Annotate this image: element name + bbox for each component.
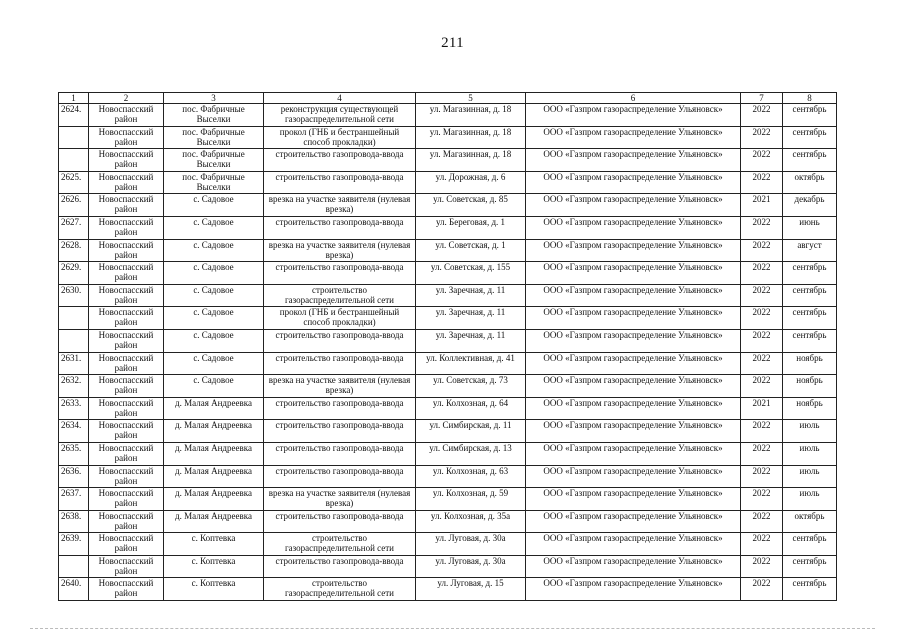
district-cell: Новоспасский район bbox=[89, 465, 164, 488]
year-cell: 2022 bbox=[741, 578, 783, 601]
address-cell: ул. Заречная, д. 11 bbox=[416, 329, 526, 352]
year-cell: 2022 bbox=[741, 555, 783, 578]
month-cell: сентябрь bbox=[783, 126, 837, 149]
year-cell: 2022 bbox=[741, 149, 783, 172]
organization-cell: ООО «Газпром газораспределение Ульяновск» bbox=[526, 104, 741, 127]
month-cell: сентябрь bbox=[783, 578, 837, 601]
locality-cell: с. Садовое bbox=[164, 352, 264, 375]
organization-cell: ООО «Газпром газораспределение Ульяновск» bbox=[526, 149, 741, 172]
row-number-cell: 2631. bbox=[59, 352, 89, 375]
month-cell: ноябрь bbox=[783, 352, 837, 375]
work-type-cell: врезка на участке заявителя (нулевая врезка) bbox=[264, 375, 416, 398]
table-row bbox=[59, 194, 837, 217]
address-cell: ул. Симбирская, д. 13 bbox=[416, 442, 526, 465]
locality-cell: пос. Фабричные Выселки bbox=[164, 104, 264, 127]
table-row bbox=[59, 533, 837, 556]
district-cell: Новоспасский район bbox=[89, 126, 164, 149]
work-type-cell: строительство газопровода-ввода bbox=[264, 352, 416, 375]
district-cell: Новоспасский район bbox=[89, 375, 164, 398]
organization-cell: ООО «Газпром газораспределение Ульяновск» bbox=[526, 329, 741, 352]
table-row bbox=[59, 149, 837, 172]
work-type-cell: строительство газопровода-ввода bbox=[264, 397, 416, 420]
district-cell: Новоспасский район bbox=[89, 239, 164, 262]
year-cell: 2022 bbox=[741, 488, 783, 511]
column-header: 8 bbox=[783, 93, 837, 104]
district-cell: Новоспасский район bbox=[89, 284, 164, 307]
district-cell: Новоспасский район bbox=[89, 442, 164, 465]
year-cell: 2022 bbox=[741, 216, 783, 239]
row-number-cell: 2632. bbox=[59, 375, 89, 398]
row-number-cell: 2635. bbox=[59, 442, 89, 465]
table-row bbox=[59, 284, 837, 307]
year-cell: 2021 bbox=[741, 194, 783, 217]
year-cell: 2022 bbox=[741, 375, 783, 398]
row-number-cell: 2630. bbox=[59, 284, 89, 307]
address-cell: ул. Магазинная, д. 18 bbox=[416, 126, 526, 149]
locality-cell: д. Малая Андреевка bbox=[164, 488, 264, 511]
month-cell: ноябрь bbox=[783, 397, 837, 420]
table-row bbox=[59, 239, 837, 262]
table-row bbox=[59, 397, 837, 420]
page-number: 211 bbox=[441, 35, 464, 51]
row-number-cell bbox=[59, 555, 89, 578]
district-cell: Новоспасский район bbox=[89, 555, 164, 578]
column-header: 4 bbox=[264, 93, 416, 104]
address-cell: ул. Луговая, д. 30а bbox=[416, 533, 526, 556]
year-cell: 2021 bbox=[741, 397, 783, 420]
month-cell: сентябрь bbox=[783, 533, 837, 556]
organization-cell: ООО «Газпром газораспределение Ульяновск» bbox=[526, 216, 741, 239]
address-cell: ул. Колхозная, д. 64 bbox=[416, 397, 526, 420]
table-row bbox=[59, 578, 837, 601]
locality-cell: с. Садовое bbox=[164, 239, 264, 262]
document-table-wrapper bbox=[58, 92, 836, 601]
year-cell: 2022 bbox=[741, 420, 783, 443]
locality-cell: с. Коптевка bbox=[164, 555, 264, 578]
locality-cell: д. Малая Андреевка bbox=[164, 442, 264, 465]
month-cell: ноябрь bbox=[783, 375, 837, 398]
month-cell: сентябрь bbox=[783, 149, 837, 172]
organization-cell: ООО «Газпром газораспределение Ульяновск» bbox=[526, 262, 741, 285]
row-number-cell: 2624. bbox=[59, 104, 89, 127]
organization-cell: ООО «Газпром газораспределение Ульяновск» bbox=[526, 375, 741, 398]
row-number-cell: 2626. bbox=[59, 194, 89, 217]
address-cell: ул. Магазинная, д. 18 bbox=[416, 149, 526, 172]
table-row bbox=[59, 352, 837, 375]
organization-cell: ООО «Газпром газораспределение Ульяновск» bbox=[526, 194, 741, 217]
row-number-cell bbox=[59, 126, 89, 149]
work-type-cell: прокол (ГНБ и бестраншейный способ прокладки) bbox=[264, 126, 416, 149]
district-cell: Новоспасский район bbox=[89, 149, 164, 172]
row-number-cell bbox=[59, 307, 89, 330]
year-cell: 2022 bbox=[741, 442, 783, 465]
header-row bbox=[59, 93, 837, 104]
row-number-cell bbox=[59, 329, 89, 352]
work-type-cell: строительство газопровода-ввода bbox=[264, 329, 416, 352]
address-cell: ул. Колхозная, д. 35а bbox=[416, 510, 526, 533]
work-type-cell: строительство газопровода-ввода bbox=[264, 442, 416, 465]
organization-cell: ООО «Газпром газораспределение Ульяновск» bbox=[526, 171, 741, 194]
work-type-cell: строительство газораспределительной сети bbox=[264, 533, 416, 556]
work-type-cell: строительство газопровода-ввода bbox=[264, 262, 416, 285]
year-cell: 2022 bbox=[741, 533, 783, 556]
address-cell: ул. Коллективная, д. 41 bbox=[416, 352, 526, 375]
column-header: 6 bbox=[526, 93, 741, 104]
year-cell: 2022 bbox=[741, 104, 783, 127]
organization-cell: ООО «Газпром газораспределение Ульяновск» bbox=[526, 352, 741, 375]
month-cell: июль bbox=[783, 420, 837, 443]
address-cell: ул. Советская, д. 155 bbox=[416, 262, 526, 285]
month-cell: октябрь bbox=[783, 510, 837, 533]
organization-cell: ООО «Газпром газораспределение Ульяновск» bbox=[526, 442, 741, 465]
organization-cell: ООО «Газпром газораспределение Ульяновск» bbox=[526, 307, 741, 330]
row-number-cell: 2636. bbox=[59, 465, 89, 488]
table-row bbox=[59, 104, 837, 127]
locality-cell: с. Коптевка bbox=[164, 578, 264, 601]
work-type-cell: строительство газопровода-ввода bbox=[264, 149, 416, 172]
organization-cell: ООО «Газпром газораспределение Ульяновск» bbox=[526, 239, 741, 262]
column-header: 1 bbox=[59, 93, 89, 104]
table-row bbox=[59, 488, 837, 511]
month-cell: сентябрь bbox=[783, 329, 837, 352]
address-cell: ул. Колхозная, д. 59 bbox=[416, 488, 526, 511]
page-bottom-divider bbox=[30, 628, 875, 629]
locality-cell: с. Садовое bbox=[164, 216, 264, 239]
address-cell: ул. Советская, д. 73 bbox=[416, 375, 526, 398]
column-header: 2 bbox=[89, 93, 164, 104]
locality-cell: с. Коптевка bbox=[164, 533, 264, 556]
table-row bbox=[59, 171, 837, 194]
address-cell: ул. Колхозная, д. 63 bbox=[416, 465, 526, 488]
locality-cell: пос. Фабричные Выселки bbox=[164, 126, 264, 149]
address-cell: ул. Береговая, д. 1 bbox=[416, 216, 526, 239]
year-cell: 2022 bbox=[741, 239, 783, 262]
month-cell: сентябрь bbox=[783, 307, 837, 330]
row-number-cell: 2640. bbox=[59, 578, 89, 601]
year-cell: 2022 bbox=[741, 171, 783, 194]
month-cell: сентябрь bbox=[783, 262, 837, 285]
district-cell: Новоспасский район bbox=[89, 352, 164, 375]
year-cell: 2022 bbox=[741, 510, 783, 533]
district-cell: Новоспасский район bbox=[89, 533, 164, 556]
column-header: 5 bbox=[416, 93, 526, 104]
month-cell: сентябрь bbox=[783, 284, 837, 307]
locality-cell: с. Садовое bbox=[164, 307, 264, 330]
locality-cell: д. Малая Андреевка bbox=[164, 510, 264, 533]
address-cell: ул. Заречная, д. 11 bbox=[416, 284, 526, 307]
district-cell: Новоспасский район bbox=[89, 171, 164, 194]
year-cell: 2022 bbox=[741, 284, 783, 307]
locality-cell: пос. Фабричные Выселки bbox=[164, 171, 264, 194]
locality-cell: д. Малая Андреевка bbox=[164, 397, 264, 420]
row-number-cell: 2628. bbox=[59, 239, 89, 262]
table-row bbox=[59, 465, 837, 488]
locality-cell: д. Малая Андреевка bbox=[164, 465, 264, 488]
month-cell: июнь bbox=[783, 216, 837, 239]
table-row bbox=[59, 126, 837, 149]
work-type-cell: строительство газораспределительной сети bbox=[264, 578, 416, 601]
month-cell: декабрь bbox=[783, 194, 837, 217]
year-cell: 2022 bbox=[741, 465, 783, 488]
district-cell: Новоспасский район bbox=[89, 216, 164, 239]
organization-cell: ООО «Газпром газораспределение Ульяновск» bbox=[526, 533, 741, 556]
address-cell: ул. Заречная, д. 11 bbox=[416, 307, 526, 330]
table-row bbox=[59, 510, 837, 533]
year-cell: 2022 bbox=[741, 352, 783, 375]
month-cell: октябрь bbox=[783, 171, 837, 194]
district-cell: Новоспасский район bbox=[89, 194, 164, 217]
district-cell: Новоспасский район bbox=[89, 578, 164, 601]
year-cell: 2022 bbox=[741, 262, 783, 285]
column-header: 3 bbox=[164, 93, 264, 104]
row-number-cell: 2637. bbox=[59, 488, 89, 511]
work-type-cell: прокол (ГНБ и бестраншейный способ прокладки) bbox=[264, 307, 416, 330]
organization-cell: ООО «Газпром газораспределение Ульяновск» bbox=[526, 465, 741, 488]
year-cell: 2022 bbox=[741, 126, 783, 149]
table-row bbox=[59, 442, 837, 465]
table-body bbox=[59, 104, 837, 601]
work-type-cell: врезка на участке заявителя (нулевая врезка) bbox=[264, 194, 416, 217]
work-type-cell: врезка на участке заявителя (нулевая врезка) bbox=[264, 239, 416, 262]
organization-cell: ООО «Газпром газораспределение Ульяновск» bbox=[526, 578, 741, 601]
address-cell: ул. Магазинная, д. 18 bbox=[416, 104, 526, 127]
locality-cell: д. Малая Андреевка bbox=[164, 420, 264, 443]
gasification-schedule-table bbox=[58, 92, 837, 601]
row-number-cell bbox=[59, 149, 89, 172]
address-cell: ул. Советская, д. 85 bbox=[416, 194, 526, 217]
organization-cell: ООО «Газпром газораспределение Ульяновск» bbox=[526, 126, 741, 149]
organization-cell: ООО «Газпром газораспределение Ульяновск» bbox=[526, 397, 741, 420]
organization-cell: ООО «Газпром газораспределение Ульяновск» bbox=[526, 510, 741, 533]
table-row bbox=[59, 329, 837, 352]
table-row bbox=[59, 216, 837, 239]
row-number-cell: 2629. bbox=[59, 262, 89, 285]
address-cell: ул. Дорожная, д. 6 bbox=[416, 171, 526, 194]
organization-cell: ООО «Газпром газораспределение Ульяновск» bbox=[526, 420, 741, 443]
work-type-cell: строительство газораспределительной сети bbox=[264, 284, 416, 307]
locality-cell: с. Садовое bbox=[164, 262, 264, 285]
district-cell: Новоспасский район bbox=[89, 104, 164, 127]
locality-cell: с. Садовое bbox=[164, 329, 264, 352]
month-cell: август bbox=[783, 239, 837, 262]
row-number-cell: 2634. bbox=[59, 420, 89, 443]
work-type-cell: строительство газопровода-ввода bbox=[264, 420, 416, 443]
organization-cell: ООО «Газпром газораспределение Ульяновск» bbox=[526, 284, 741, 307]
address-cell: ул. Луговая, д. 30а bbox=[416, 555, 526, 578]
address-cell: ул. Симбирская, д. 11 bbox=[416, 420, 526, 443]
address-cell: ул. Советская, д. 1 bbox=[416, 239, 526, 262]
work-type-cell: строительство газопровода-ввода bbox=[264, 465, 416, 488]
month-cell: сентябрь bbox=[783, 104, 837, 127]
locality-cell: с. Садовое bbox=[164, 375, 264, 398]
row-number-cell: 2633. bbox=[59, 397, 89, 420]
work-type-cell: строительство газопровода-ввода bbox=[264, 510, 416, 533]
table-row bbox=[59, 555, 837, 578]
table-row bbox=[59, 375, 837, 398]
locality-cell: с. Садовое bbox=[164, 194, 264, 217]
column-header: 7 bbox=[741, 93, 783, 104]
year-cell: 2022 bbox=[741, 307, 783, 330]
work-type-cell: врезка на участке заявителя (нулевая врезка) bbox=[264, 488, 416, 511]
district-cell: Новоспасский район bbox=[89, 510, 164, 533]
work-type-cell: строительство газопровода-ввода bbox=[264, 555, 416, 578]
month-cell: сентябрь bbox=[783, 555, 837, 578]
table-row bbox=[59, 262, 837, 285]
district-cell: Новоспасский район bbox=[89, 488, 164, 511]
organization-cell: ООО «Газпром газораспределение Ульяновск» bbox=[526, 488, 741, 511]
row-number-cell: 2639. bbox=[59, 533, 89, 556]
table-row bbox=[59, 420, 837, 443]
organization-cell: ООО «Газпром газораспределение Ульяновск» bbox=[526, 555, 741, 578]
locality-cell: пос. Фабричные Выселки bbox=[164, 149, 264, 172]
locality-cell: с. Садовое bbox=[164, 284, 264, 307]
district-cell: Новоспасский район bbox=[89, 420, 164, 443]
district-cell: Новоспасский район bbox=[89, 307, 164, 330]
row-number-cell: 2638. bbox=[59, 510, 89, 533]
month-cell: июль bbox=[783, 488, 837, 511]
row-number-cell: 2625. bbox=[59, 171, 89, 194]
district-cell: Новоспасский район bbox=[89, 397, 164, 420]
month-cell: июль bbox=[783, 442, 837, 465]
table-row bbox=[59, 307, 837, 330]
district-cell: Новоспасский район bbox=[89, 329, 164, 352]
year-cell: 2022 bbox=[741, 329, 783, 352]
work-type-cell: реконструкция существующей газораспределительной сети bbox=[264, 104, 416, 127]
district-cell: Новоспасский район bbox=[89, 262, 164, 285]
work-type-cell: строительство газопровода-ввода bbox=[264, 171, 416, 194]
work-type-cell: строительство газопровода-ввода bbox=[264, 216, 416, 239]
address-cell: ул. Луговая, д. 15 bbox=[416, 578, 526, 601]
row-number-cell: 2627. bbox=[59, 216, 89, 239]
month-cell: июль bbox=[783, 465, 837, 488]
